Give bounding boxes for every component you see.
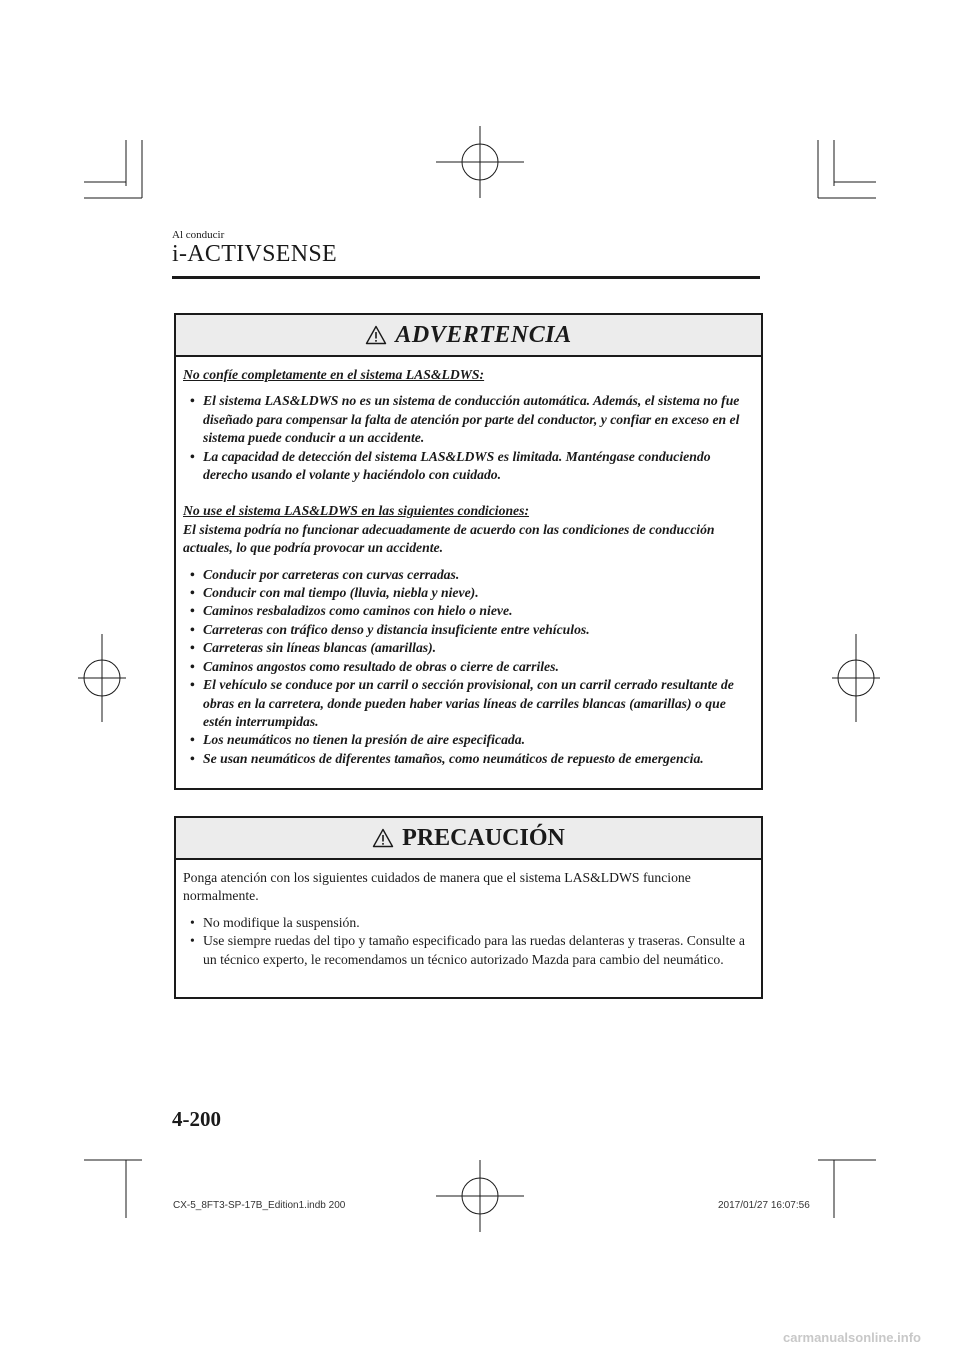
list-item: • El sistema LAS&LDWS no es un sistema de conducción automática. Además, el sistema no fue diseñado para compensar la falta de atención por parte del conductor, y confiar en exceso en el sistema puede conducir a un accidente. — [190, 393, 740, 446]
warning-paragraph: El sistema podría no funcionar adecuadamente de acuerdo con las condiciones de conducción actuales, lo que podría provocar un accidente. — [183, 521, 715, 556]
registration-target-bottom — [436, 1160, 524, 1232]
warning-subhead-2: No use el sistema LAS&LDWS en las siguientes condiciones: — [183, 503, 530, 519]
registration-target-left — [78, 634, 126, 722]
caution-header — [176, 818, 761, 860]
header-divider — [172, 276, 760, 279]
list-item: • Conducir por carreteras con curvas cerradas. — [190, 566, 460, 582]
print-slug-file: CX-5_8FT3-SP-17B_Edition1.indb 200 — [173, 1200, 346, 1211]
section-label: Al conducir — [172, 229, 225, 241]
list-item: • Los neumáticos no tienen la presión de aire especificada. — [190, 732, 526, 748]
list-item: • Use siempre ruedas del tipo y tamaño especificado para las ruedas delanteras y traseras. Consulte a un técnico experto, le recomendamos un técnico autorizado Mazda para cambio del neumático. — [190, 933, 745, 967]
print-slug-timestamp: 2017/01/27 16:07:56 — [718, 1200, 810, 1211]
registration-target-top — [436, 126, 524, 198]
warning-heading: ADVERTENCIA — [395, 321, 572, 348]
warning-subhead-1: No confíe completamente en el sistema LAS&LDWS: — [183, 367, 485, 382]
page-title: i-ACTIVSENSE — [172, 241, 337, 267]
list-item: • Caminos angostos como resultado de obras o cierre de carriles. — [190, 658, 559, 674]
page-number: 4-200 — [172, 1107, 221, 1131]
warning-list-1 — [183, 392, 753, 484]
caution-body — [176, 860, 761, 979]
list-item: • Caminos resbaladizos como caminos con hielo o nieve. — [190, 603, 513, 619]
caution-paragraph: Ponga atención con los siguientes cuidados de manera que el sistema LAS&LDWS funcione normalmente. — [183, 870, 691, 904]
list-item: • El vehículo se conduce por un carril o sección provisional, con un carril cerrado resultante de obras en la carretera, donde pueden haber varias líneas de carriles blancas (amarillas) o que estén interrumpidas. — [190, 677, 734, 729]
list-item: • No modifique la suspensión. — [190, 914, 360, 930]
warning-triangle-icon — [372, 828, 394, 848]
list-item: • Carreteras sin líneas blancas (amarillas). — [190, 640, 437, 656]
caution-box — [174, 816, 763, 999]
warning-list-2 — [183, 566, 753, 768]
warning-triangle-icon — [365, 325, 387, 345]
list-item: • Se usan neumáticos de diferentes tamaños, como neumáticos de repuesto de emergencia. — [190, 750, 704, 766]
caution-list — [183, 914, 753, 969]
registration-target-right — [832, 634, 880, 722]
caution-heading: PRECAUCIÓN — [402, 824, 565, 851]
warning-body — [176, 357, 761, 778]
list-item: • Conducir con mal tiempo (lluvia, niebla y nieve). — [190, 585, 479, 601]
warning-box — [174, 313, 763, 790]
watermark: carmanualsonline.info — [783, 1330, 921, 1345]
list-item: • La capacidad de detección del sistema LAS&LDWS es limitada. Manténgase conduciendo derecho usando el volante y haciéndolo con cuidado. — [190, 448, 711, 483]
warning-header — [176, 315, 761, 357]
list-item: • Carreteras con tráfico denso y distancia insuficiente entre vehículos. — [190, 621, 590, 637]
